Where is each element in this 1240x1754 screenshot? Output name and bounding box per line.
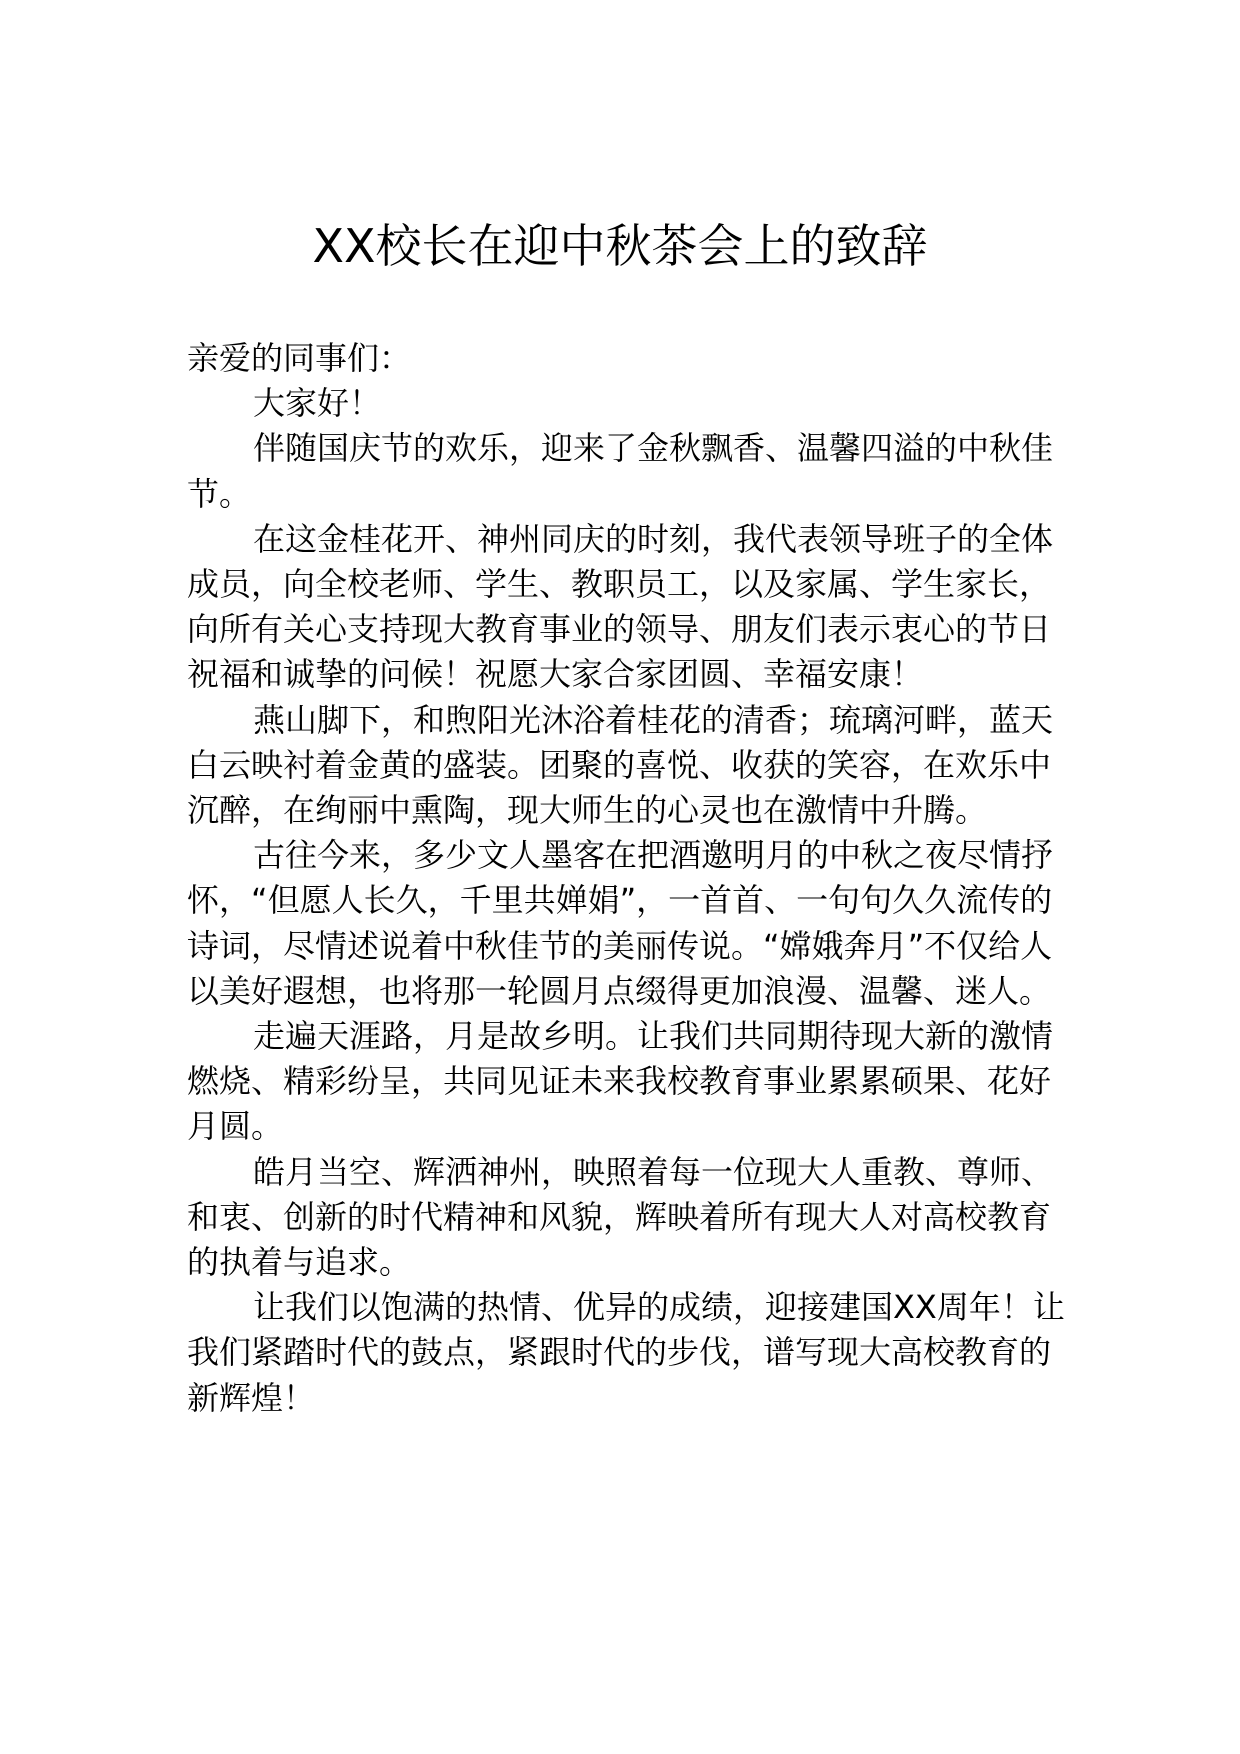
document-body: [187, 336, 1067, 1421]
paragraph-greeting: 大家好！: [253, 384, 382, 423]
paragraph-poetry: 古往今来，多少文人墨客在把酒邀明月的中秋之夜尽情抒怀，“但愿人长久，千里共婵娟”，一首首、一句句久久流传的诗词，尽情述说着中秋佳节的美丽传说。“嫦娥奔月”不仅给人以美好遐想，也将那一轮圆月点缀得更加浪漫、温馨、迷人。: [187, 836, 1054, 1010]
paragraph-hometown: 走遍天涯路，月是故乡明。让我们共同期待现大新的激情燃烧、精彩纷呈，共同见证未来我校教育事业累累硕果、花好月圆。: [187, 1017, 1054, 1146]
paragraph-scenery: 燕山脚下，和煦阳光沐浴着桂花的清香；琉璃河畔，蓝天白云映衬着金黄的盛装。团聚的喜悦、收获的笑容，在欢乐中沉醉，在绚丽中熏陶，现大师生的心灵也在激情中升腾。: [187, 700, 1054, 830]
paragraph-festival: 伴随国庆节的欢乐，迎来了金秋飘香、温馨四溢的中秋佳节。: [187, 429, 1054, 513]
paragraph-spirit: 皓月当空、辉洒神州，映照着每一位现大人重教、尊师、和衷、创新的时代精神和风貌，辉映着所有现大人对高校教育的执着与追求。: [187, 1152, 1054, 1282]
salutation: 亲爱的同事们：: [187, 339, 412, 377]
paragraph-closing: 让我们以饱满的热情、优异的成绩，迎接建国XX周年！让我们紧踏时代的鼓点，紧跟时代的步伐，谱写现大高校教育的新辉煌！: [187, 1288, 1065, 1417]
document-title: XX校长在迎中秋茶会上的致辞: [312, 219, 928, 273]
paragraph-blessings: 在这金桂花开、神州同庆的时刻，我代表领导班子的全体成员，向全校老师、学生、教职员工，以及家属、学生家长，向所有关心支持现大教育事业的领导、朋友们表示衷心的节日祝福和诚挚的问候！祝愿大家合家团圆、幸福安康！: [187, 519, 1054, 694]
